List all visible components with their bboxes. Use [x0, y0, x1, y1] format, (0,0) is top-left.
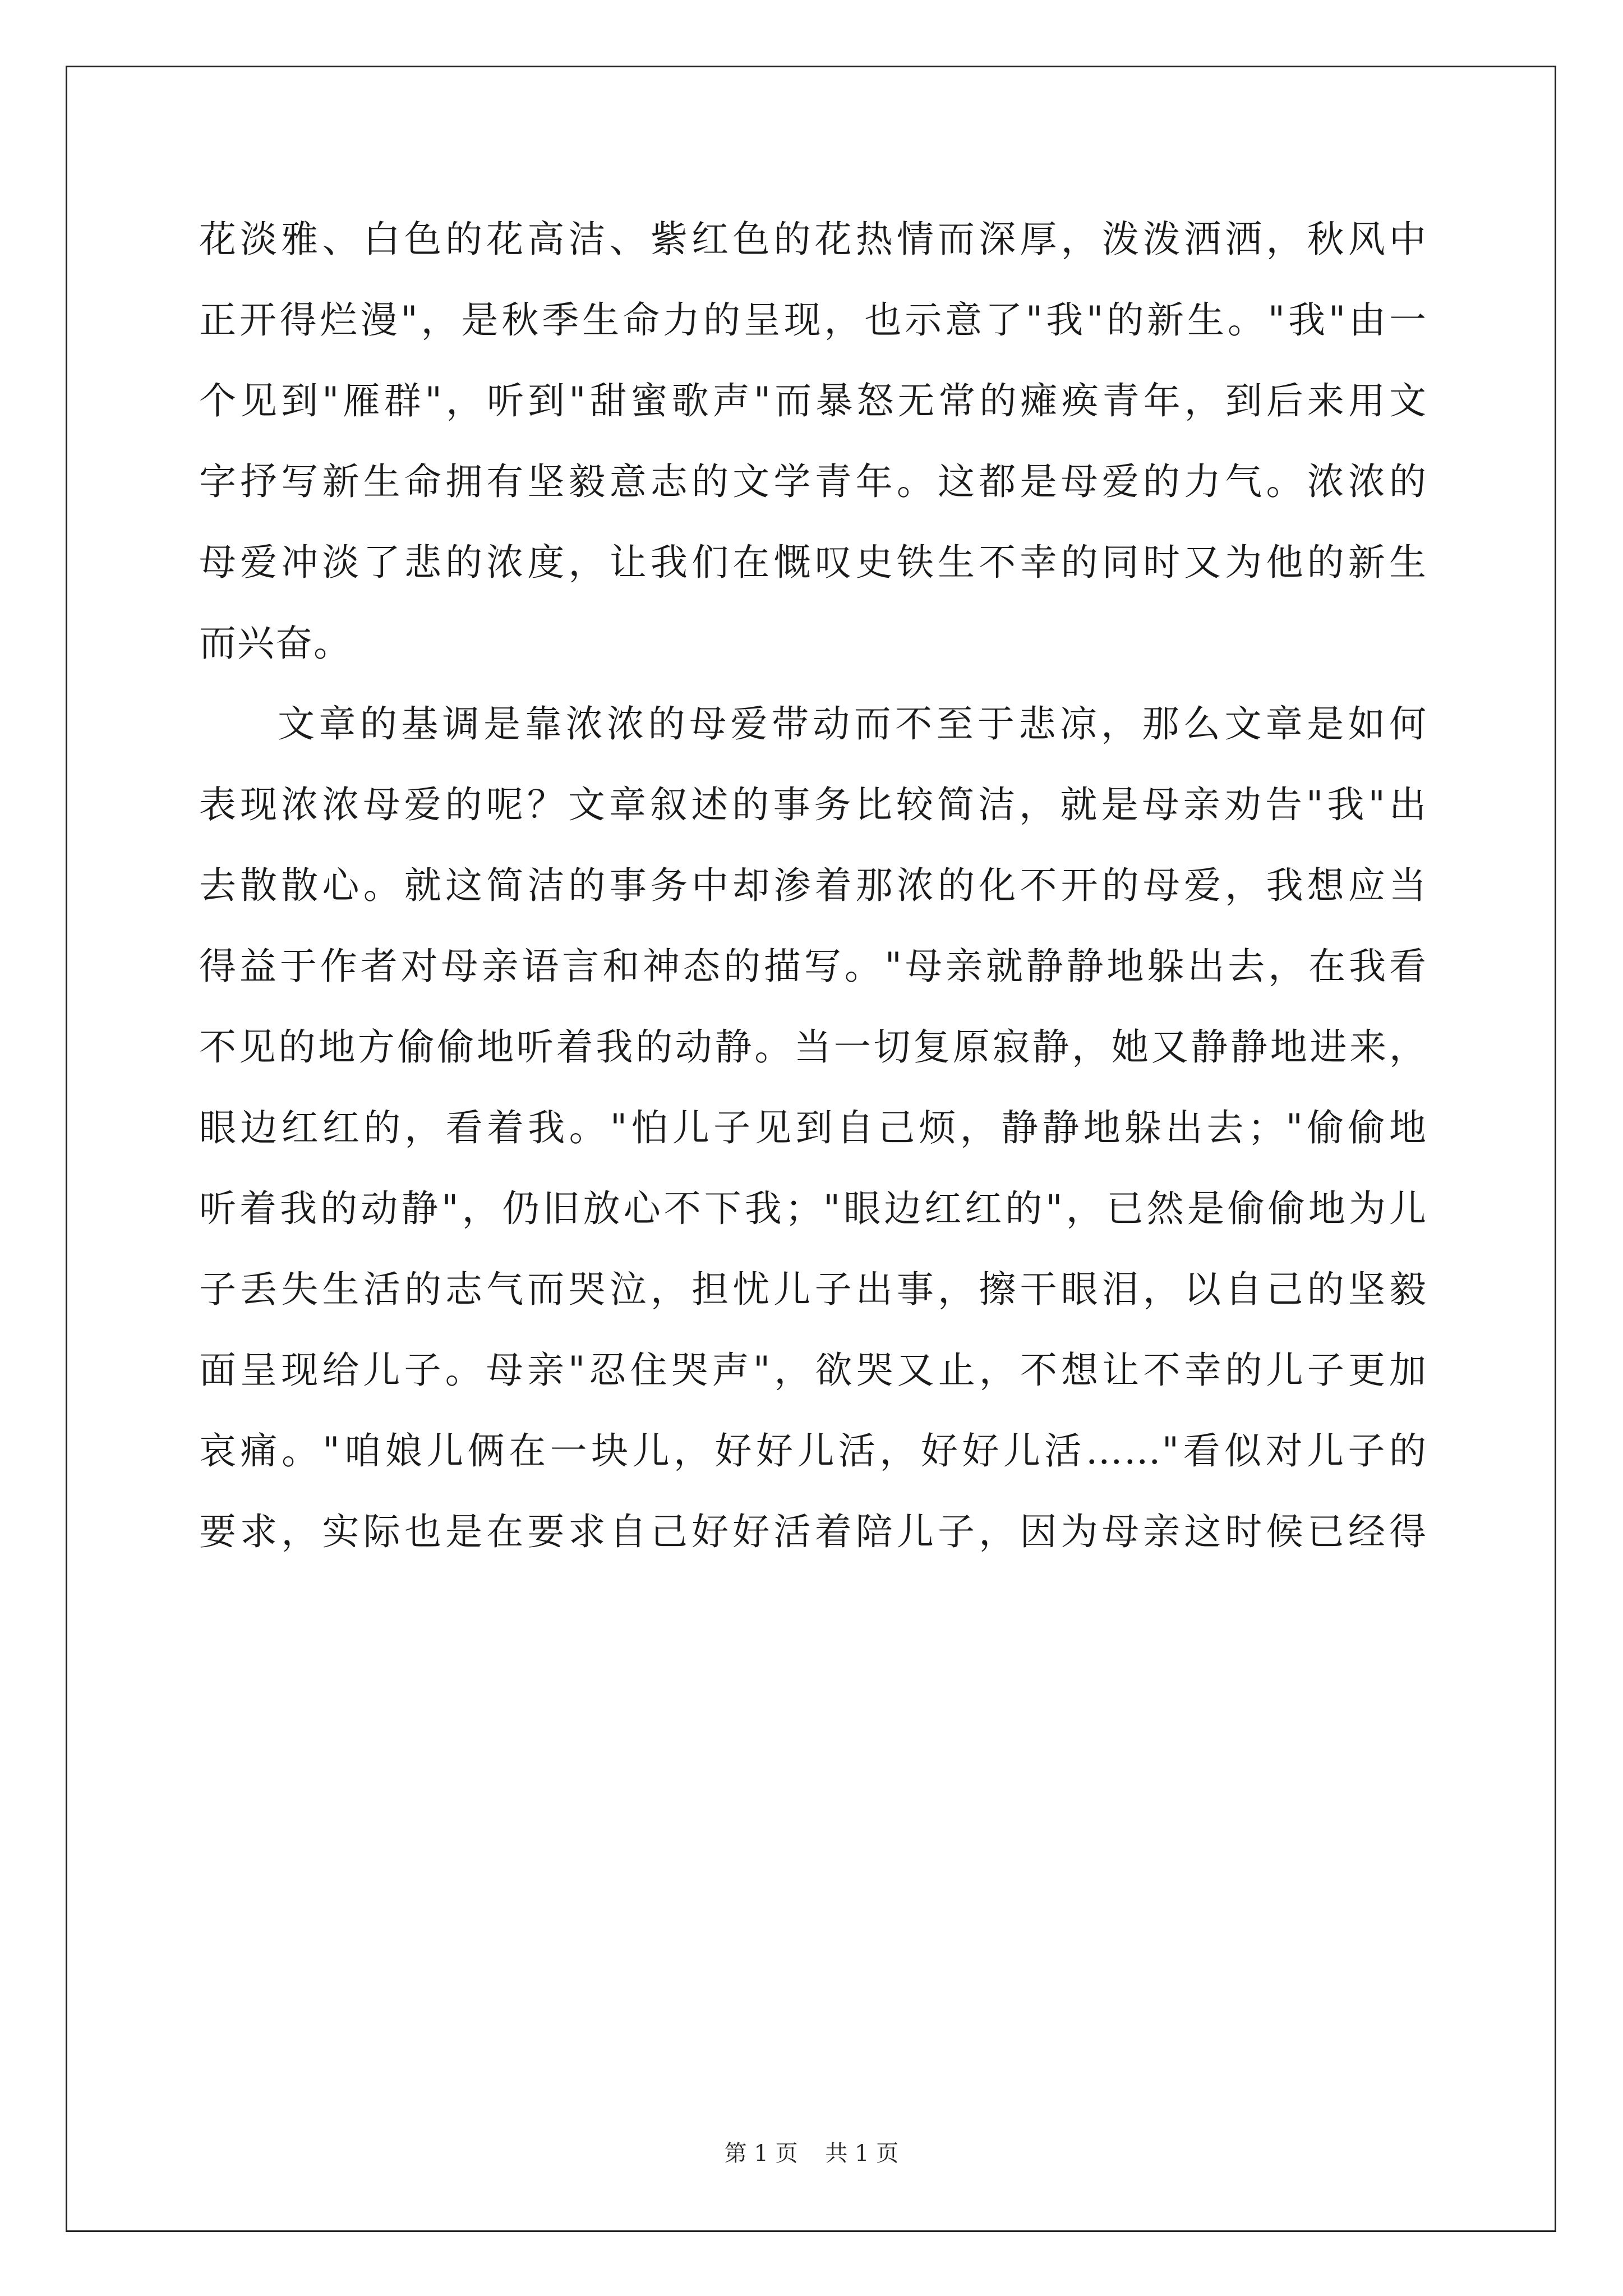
text-line: 而兴奋。	[199, 622, 352, 665]
text-line: 哀痛。"咱娘儿俩在一块儿，好好儿活，好好儿活……"看似对儿子的	[199, 1429, 1427, 1473]
page-number: 第 1 页	[724, 2141, 798, 2166]
text-line: 字抒写新生命拥有坚毅意志的文学青年。这都是母爱的力气。浓浓的	[199, 460, 1427, 503]
page-footer	[0, 2140, 1623, 2167]
text-line: 要求，实际也是在要求自己好好活着陪儿子，因为母亲这时候已经得	[199, 1510, 1427, 1553]
text-line: 花淡雅、白色的花高洁、紫红色的花热情而深厚，泼泼洒洒，秋风中	[199, 218, 1427, 261]
text-line: 子丢失生活的志气而哭泣，担忧儿子出事，擦干眼泪，以自己的坚毅	[199, 1268, 1427, 1311]
text-line: 眼边红红的，看着我。"怕儿子见到自己烦，静静地躲出去；"偷偷地	[199, 1106, 1427, 1149]
text-line: 去散散心。就这简洁的事务中却渗着那浓的化不开的母爱，我想应当	[199, 864, 1427, 907]
page-total: 共 1 页	[825, 2141, 899, 2166]
text-line: 个见到"雁群"，听到"甜蜜歌声"而暴怒无常的瘫痪青年，到后来用文	[199, 379, 1427, 422]
body-text	[199, 199, 1427, 1572]
text-line: 面呈现给儿子。母亲"忍住哭声"，欲哭又止，不想让不幸的儿子更加	[199, 1349, 1427, 1392]
text-line: 得益于作者对母亲语言和神态的描写。"母亲就静静地躲出去，在我看	[199, 945, 1427, 988]
text-line: 正开得烂漫"，是秋季生命力的呈现，也示意了"我"的新生。"我"由一	[199, 298, 1427, 342]
text-line: 表现浓浓母爱的呢？文章叙述的事务比较简洁，就是母亲劝告"我"出	[199, 783, 1427, 826]
text-line: 听着我的动静"，仍旧放心不下我；"眼边红红的"，已然是偷偷地为儿	[199, 1187, 1427, 1230]
text-line: 母爱冲淡了悲的浓度，让我们在慨叹史铁生不幸的同时又为他的新生	[199, 541, 1427, 584]
paragraph-start-line: 文章的基调是靠浓浓的母爱带动而不至于悲凉，那么文章是如何	[278, 702, 1427, 746]
text-line: 不见的地方偷偷地听着我的动静。当一切复原寂静，她又静静地进来，	[199, 1025, 1427, 1069]
